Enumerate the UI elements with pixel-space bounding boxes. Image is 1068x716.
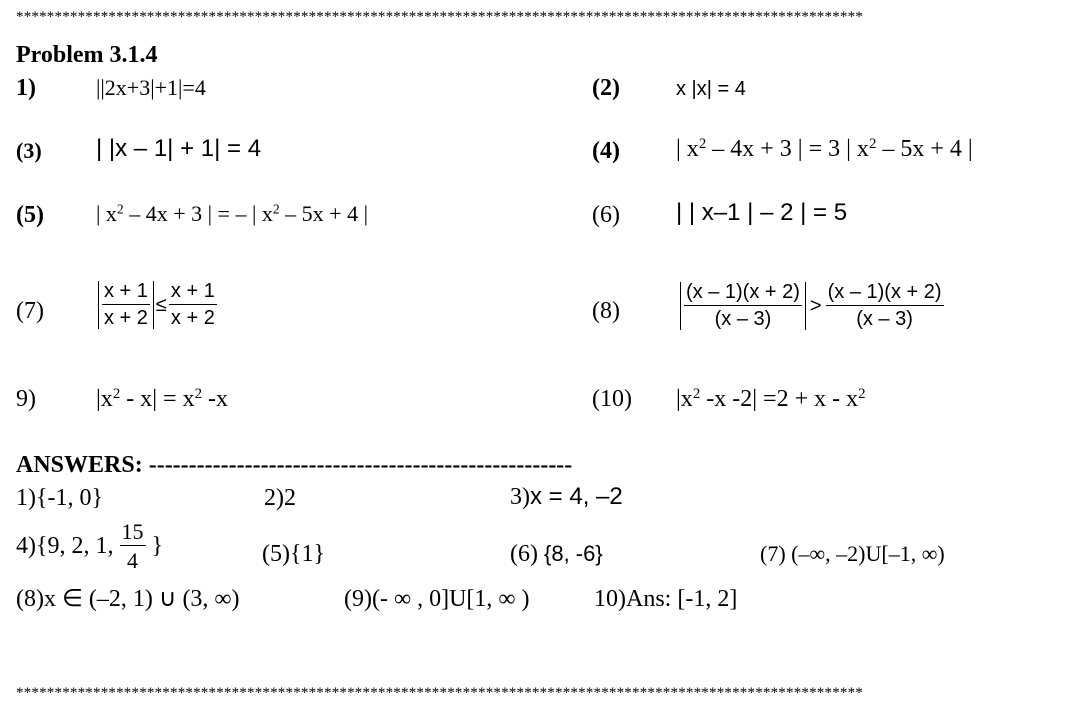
problem-2-label: (2) (592, 75, 620, 101)
problem-4-label: (4) (592, 138, 620, 164)
problem-2-expression: x |x| = 4 (676, 78, 746, 100)
answer-6: (6) {8, -6} (510, 541, 603, 567)
problem-8-label: (8) (592, 298, 620, 324)
problem-10-expression: $|x^2$ -x $-2| =2 + x - x^2$ (676, 385, 866, 412)
answer-9: (9)(- ∞ , 0]U[1, ∞ ) (344, 586, 530, 612)
problem-1-label: 1) (16, 75, 36, 101)
problem-title: Problem 3.1.4 (16, 42, 158, 68)
problem-7-label: (7) (16, 298, 44, 324)
answer-8: (8)x ∈ (–2, 1) ∪ (3, ∞) (16, 586, 240, 612)
answer-1: 1){-1, 0} (16, 485, 104, 511)
problem-3-expression: | |x – 1| + 1| = 4 (96, 135, 262, 162)
problem-5-expression: | $x^2 - 4x + 3$ | = – | $x^2 - 5x + 4$ | (96, 201, 368, 226)
answers-heading-line: ANSWERS: ----------------------------------------------------- (16, 452, 573, 478)
problem-9-expression: $|x^2 - x| = x^2$ -x (96, 385, 229, 412)
problem-7-expression: $\frac{x + 1}{x + 2}$ ≤ $\frac{x + 1}{x + 2}$ (98, 281, 217, 329)
answer-7: (7) (–∞, –2)U[–1, ∞) (760, 541, 945, 566)
top-separator: ************************************************************************************************************** (16, 9, 863, 25)
answer-3: 3)x = 4, –2 (510, 483, 623, 510)
problem-4-expression: | $x^2 - 4x + 3$ | = 3 | $x^2 - 5x + 4$ | (676, 135, 973, 162)
problem-10-label: (10) (592, 386, 632, 412)
problem-1-expression: ||2x+3|+1|=4 (96, 75, 206, 100)
problem-6-expression: | | x–1 | – 2 | = 5 (676, 199, 848, 226)
problem-8-expression: $\frac{(x - 1)(x + 2)}{(x - 3)}$ > $\frac{(x - 1)(x + 2)}{(x - 3)}$ (680, 282, 944, 330)
answer-2: 2)2 (264, 485, 296, 511)
problem-5-label: (5) (16, 202, 44, 228)
answer-4: 4){9, 2, 1, $\frac{15}{4}$ } (16, 519, 164, 574)
problem-3-label: (3) (16, 138, 42, 163)
problem-9-label: 9) (16, 386, 36, 412)
bottom-separator: ************************************************************************************************************** (16, 685, 863, 701)
answer-10: 10)Ans: [-1, 2] (594, 586, 738, 612)
answer-5: (5){1} (262, 541, 326, 567)
problem-6-label: (6) (592, 202, 620, 228)
